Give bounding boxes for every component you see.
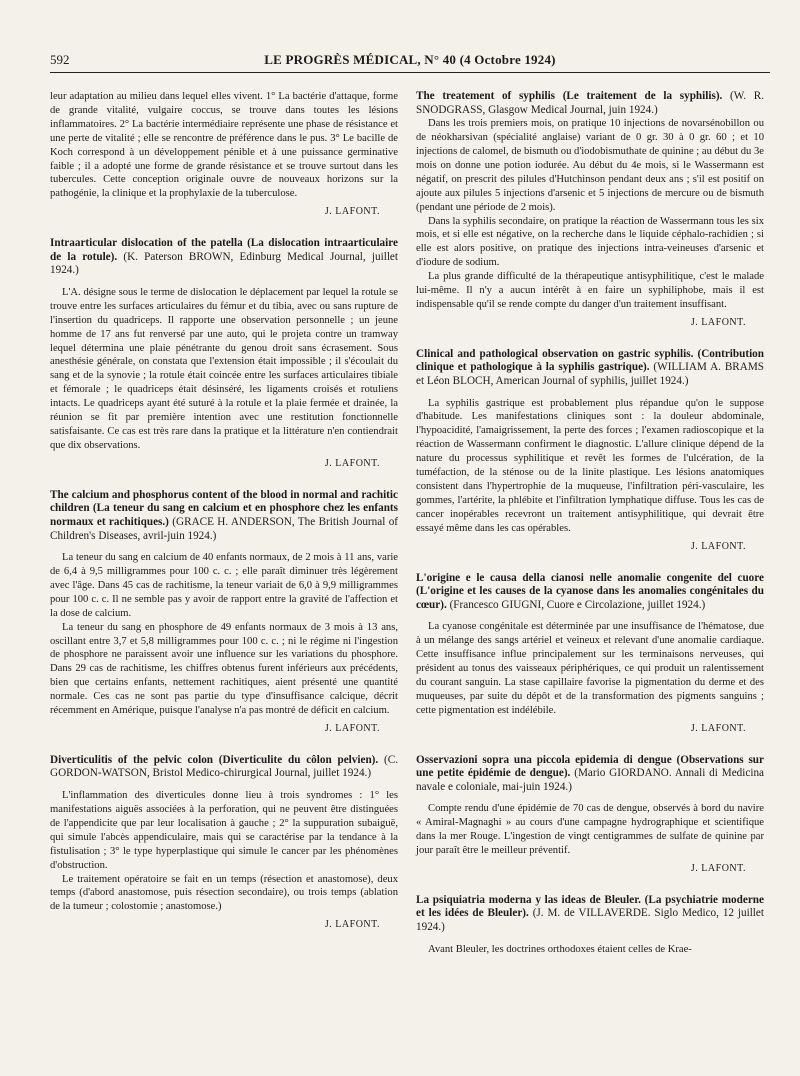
article-body: Compte rendu d'une épidémie de 70 cas de dengue, observés à bord du navire « Amiral-Magnaghi » au cours d'une campagne hydrographique et scientifique dans la mer Rouge. L'ingestion de vingt centigrammes de sulfate de quinine par jour paraît être le meilleur préventif.: [416, 803, 764, 857]
article-source: (W. R. SNODGRASS, Glasgow Medical Journal, juin 1924.): [416, 90, 764, 116]
article-source: (Mario GIORDANO. Annali di Medicina navale e coloniale, mai-juin 1924.): [416, 767, 764, 793]
article-body: La plus grande difficulté de la thérapeutique antisyphilitique, c'est le malade lui-même. Il n'y a aucun intérêt à en faire un syphiliphobe, mais il est indispensable qu'il se rende compte du danger d'un traitement insuffisant.: [416, 271, 764, 310]
page-number: 592: [50, 52, 70, 67]
article-title: The calcium and phosphorus content of the blood in normal and rachitic children (La teneur du sang en calcium et en phosphore chez les enfants normaux et rachitiques.) (GRACE H. ANDERSON, The British Journal of Children's Diseases, avril-juin 1924.): [50, 488, 399, 542]
signature: J. LAFONT.: [324, 722, 380, 734]
article-source: (WILLIAM A. BRAMS et Léon BLOCH, American Journal of syphilis, juillet 1924.): [416, 361, 764, 387]
signature: J. LAFONT.: [690, 316, 746, 328]
intro-text: leur adaptation au milieu dans lequel elles vivent. 1° La bactérie d'attaque, forme de grande vitalité, vulgaire coccus, se trouve dans toutes les lésions inflammatoires. 2° La bactérie intermédiaire représente une phase de résistance et une perte de vitalité ; elle se rencontre de préférence dans le pus. 3° Le bacille de Koch correspond à un développement pénible et à une puissance germinative faible ; il a adopté une forme de grande résistance et se trouve surtout dans les tubercules. Cette conception originale ouvre de nouveaux horizons sur la pathogénie, la clinique et la prophylaxie de la tuberculose.: [50, 91, 398, 200]
article-title: Diverticulitis of the pelvic colon (Diverticulite du côlon pelvien). (C. GORDON-WATSON, Bristol Medico-chirurgical Journal, juillet 1924.): [50, 753, 399, 780]
article-title: L'origine e le causa della cianosi nelle anomalie congenite del cuore (L'origine et les causes de la cyanose dans les anomalies congénitales du cœur). (Francesco GIUGNI, Cuore e Circolazione, juillet 1924.): [416, 571, 764, 611]
signature: J. LAFONT.: [324, 206, 380, 218]
article-body: L'A. désigne sous le terme de dislocation le déplacement par lequel la rotule se trouve entre les surfaces articulaires du fémur et du tibia, avec ou sans rupture de l'insertion du quadriceps. Il rapporte une observation personnelle ; un jeune homme de 17 ans fut renversé par une auto, qui le projeta contre un tramway lequel détermina une plaie pénétrante du genou droit sans écrasement. Sous anesthésie générale, on constata que l'extension était impossible ; il s'écoulait du sang et de la synovie ; la rotule était coincée entre les surfaces articulaires tibiale et fémorale ; le quadriceps était désinséré, les ligaments croisés et rotuliens intacts. Le quadriceps ayant été suturé à la rotule et la plaie fermée et drainée, la réunion se fit par première intention avec une restitution fonctionnelle satisfaisante. Ce cas est très rare dans la pratique et la littérature n'en contiendrait que dix observations.: [50, 286, 398, 451]
article-body: Le traitement opératoire se fait en un temps (résection et anastomose), deux temps (d'abord anastomose, puis résection secondaire), ou trois temps (ablation de la tumeur ; colostomie ; anastomose.): [50, 873, 398, 913]
article-source: (C. GORDON-WATSON, Bristol Medico-chirurgical Journal, juillet 1924.): [50, 753, 399, 780]
article-title: The treatement of syphilis (Le traitement de la syphilis). (W. R. SNODGRASS, Glasgow Medical Journal, juin 1924.): [416, 90, 764, 116]
article-body: Dans les trois premiers mois, on pratique 10 injections de novarsénobillon ou de néokharsivan (spécialité anglaise) variant de 0 gr. 30 à 0 gr. 60 ; et 10 injections de calomel, de bismuth ou d'iodobismuthate de quinine ; au début du 3e mois on donne une potion iodurée. Au début du 4e mois, si le Wassermann est négatif, on prescrit des pilules d'Hutchinson pendant deux ans ; s'il est positif on ajoute aux pilules 5 injections d'arsenic et 5 injections de mercure ou de bismuth (pendant une période de 2 mois).: [416, 118, 764, 213]
journal-title: LE PROGRÈS MÉDICAL, N° 40 (4 Octobre 1924): [264, 52, 556, 67]
article-body: La syphilis gastrique est probablement plus répandue qu'on le suppose d'habitude. Les manifestations cliniques sont : la douleur abdominale, l'hypoacidité, l'amaigrissement, la perte des forces ; l'examen radioscopique et la réaction de Wassermann confirment le diagnostic. L'allure clinique dépend de la nature du processus syphilitique et revêt les formes de l'ulcération, de la tuméfaction, de la sténose ou de la linite plastique. Les lésions anatomiques consistent dans l'hypertrophie de la muqueuse, l'infiltration péri-vasculaire, les gommes, l'artérite, la phlébite et l'infiltration lymphatique diffuse. Tous les cas de cancer inopérables recevront un traitement antisyphilitique, qui devrait être essayé même dans les cas opérables.: [416, 397, 764, 534]
signature: J. LAFONT.: [690, 862, 746, 874]
right-column: [416, 90, 764, 957]
article-title: Clinical and pathological observation on gastric syphilis. (Contribution clinique et pathologique à la syphilis gastrique). (WILLIAM A. BRAMS et Léon BLOCH, American Journal of syphilis, juillet 1924.): [416, 347, 764, 387]
page-header: [50, 50, 770, 73]
article-body: L'inflammation des diverticules donne lieu à trois syndromes : 1° les manifestations aiguës associées à la perforation, qui ne peuvent être distinguées de l'appendicite que par leur localisation à gauche ; 2° la suppuration subaiguë, qui simule l'abcès appendiculaire, mais qui se caractérise par la tendance à la fistulisation ; 3° le type hyperplastique qui simule le cancer par les phénomènes d'obstruction.: [50, 790, 398, 871]
article-source: (GRACE H. ANDERSON, The British Journal of Children's Diseases, avril-juin 1924.): [50, 515, 399, 542]
article-source: (K. Paterson BROWN, Edinburg Medical Journal, juillet 1924.): [50, 250, 398, 277]
signature: J. LAFONT.: [324, 919, 380, 931]
signature: J. LAFONT.: [690, 540, 746, 552]
article-title: Intraarticular dislocation of the patella (La dislocation intraarticulaire de la rotule). (K. Paterson BROWN, Edinburg Medical Journal, juillet 1924.): [50, 237, 398, 277]
article-source: (J. M. de VILLAVERDE. Siglo Medico, 12 juillet 1924.): [416, 907, 764, 934]
article-body: La teneur du sang en phosphore de 49 enfants normaux de 3 mois à 13 ans, oscillant entre 3,7 et 5,8 milligrammes pour 100 c. c. ; ni le régime ni l'ingestion de phosphore ne paraissent avoir une influence sur les variations du phosphore. Dans 29 cas de rachitisme, les chiffres obtenus furent inférieurs aux précédents, bien que certains enfants, nettement rachitiques, aient présenté une quantité normale. Ces cas ne sont pas partie du type d'insuffisance calcique, décrit récemment en Amérique, puisque l'analyse n'a pas montré de déficit en calcium.: [50, 621, 398, 717]
left-column: [50, 90, 398, 932]
article-body: Dans la syphilis secondaire, on pratique la réaction de Wassermann tous les six mois, et si elle est négative, on la recherche dans le liquide céphalo-rachidien ; si elle est alors positive, on pratique des injections intra-veineuses d'arsenic et d'iodure de sodium.: [416, 215, 764, 269]
article-source: (Francesco GIUGNI, Cuore e Circolazione, juillet 1924.): [449, 598, 706, 611]
article-body: La cyanose congénitale est déterminée par une insuffisance de l'hématose, due à un mélange des sangs artériel et veineux et relevant d'une anomalie cardiaque. Cette insuffisance influe principalement sur les terminaisons nerveuses, qui président au tonus des vaisseaux périphériques, ce qui produit un ralentissement du courant sanguin. La stase capillaire favorise la pigmentation du derme et des muqueuses, par suite du dépôt et de la transformation des pigments sanguins ; cette pigmentation est indélébile.: [416, 621, 764, 716]
article-title: La psiquiatria moderna y las ideas de Bleuler. (La psychiatrie moderne et les idées de Bleuler). (J. M. de VILLAVERDE. Siglo Medico, 12 juillet 1924.): [416, 893, 764, 934]
signature: J. LAFONT.: [324, 457, 380, 469]
signature: J. LAFONT.: [690, 722, 746, 734]
article-body: La teneur du sang en calcium de 40 enfants normaux, de 2 mois à 11 ans, varie de 6,4 à 9,5 milligrammes pour 100 c. c. ; elle paraît diminuer très légèrement avec l'âge. Dans 45 cas de rachitisme, la teneur variait de 6,0 à 9,9 milligrammes pour 100 c. c. Il ne semble pas y avoir de rapport entre la gravité de l'affection et la dose de calcium.: [50, 552, 398, 619]
article-body: Avant Bleuler, les doctrines orthodoxes étaient celles de Krae-: [428, 943, 692, 955]
article-title: Osservazioni sopra una piccola epidemia di dengue (Observations sur une petite épidémie de dengue). (Mario GIORDANO. Annali di Medicina navale e coloniale, mai-juin 1924.): [416, 753, 764, 793]
